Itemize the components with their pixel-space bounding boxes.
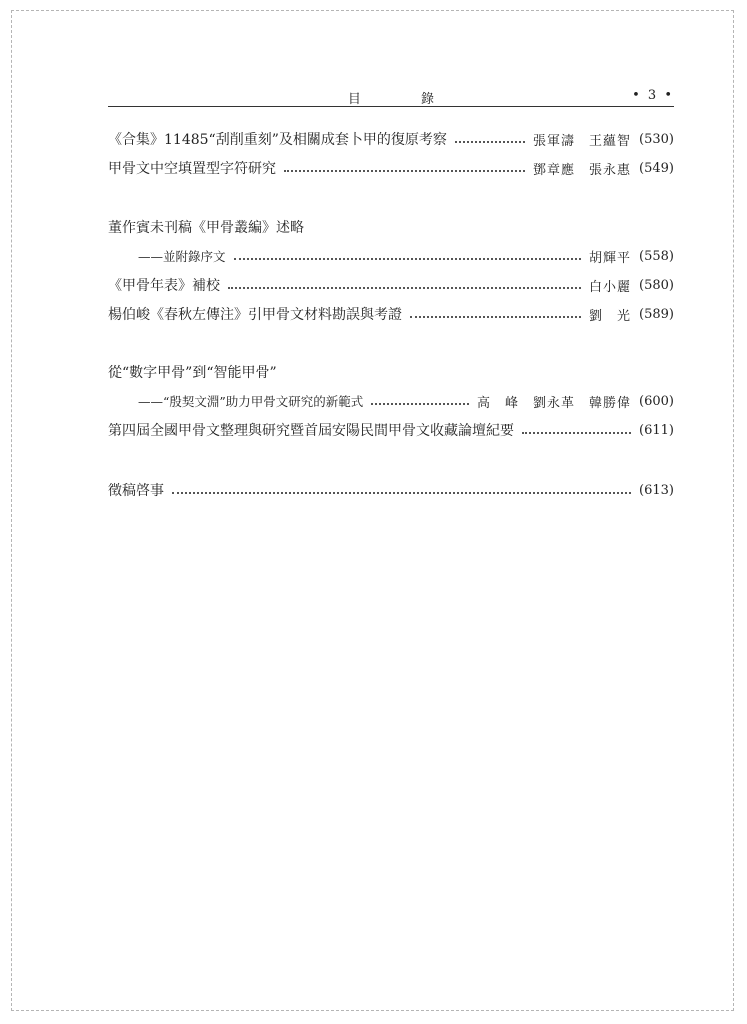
leader-dots xyxy=(284,170,525,172)
toc-entry[interactable] xyxy=(108,360,674,384)
toc-entry-page: (589) xyxy=(639,306,674,322)
toc-entry-title: 第四屆全國甲骨文整理與研究暨首屆安陽民間甲骨文收藏論壇紀要 xyxy=(108,423,514,439)
toc-entry[interactable] xyxy=(108,273,674,297)
toc-entry-title: 徵稿啓事 xyxy=(108,483,164,499)
toc-entry-authors: 劉 光 xyxy=(589,308,632,324)
leader-dots xyxy=(371,403,469,405)
toc-entry[interactable] xyxy=(108,156,674,180)
leader-dots xyxy=(172,492,631,494)
toc-entry-title: 《甲骨年表》補校 xyxy=(108,278,220,294)
toc-entry-title: ——並附錄序文 xyxy=(138,249,226,264)
header-rule xyxy=(108,106,674,107)
toc-entry[interactable] xyxy=(108,215,674,239)
toc-entry-title: 甲骨文中空填置型字符研究 xyxy=(108,161,276,177)
toc-entry-page: (611) xyxy=(639,422,674,438)
running-header xyxy=(108,86,674,106)
toc-entry-page: (613) xyxy=(639,482,674,498)
toc-entry-page: (549) xyxy=(639,160,674,176)
leader-dots xyxy=(522,432,631,434)
toc-entry-authors: 白小麗 xyxy=(589,279,632,295)
toc-entry-title: 《合集》11485“刮削重刻”及相關成套卜甲的復原考察 xyxy=(108,132,447,148)
toc-entry-page: (558) xyxy=(639,248,674,264)
leader-dots xyxy=(410,316,581,318)
toc-entry-subtitle[interactable] xyxy=(108,244,674,268)
toc-entry-title: 楊伯峻《春秋左傳注》引甲骨文材料勘誤與考證 xyxy=(108,307,402,323)
leader-dots xyxy=(234,258,582,260)
toc-entry-authors: 張軍濤 王蘊智 xyxy=(533,133,632,149)
toc-entry-authors: 胡輝平 xyxy=(589,250,632,266)
toc-entry[interactable] xyxy=(108,127,674,151)
toc-entry[interactable] xyxy=(108,418,674,442)
header-title: 目 錄 xyxy=(347,92,463,107)
toc-entry-page: (600) xyxy=(639,393,674,409)
toc-entry-authors: 高 峰 劉永革 韓勝偉 xyxy=(477,395,632,411)
toc-entry-page: (580) xyxy=(639,277,674,293)
toc-entry-title: ——“殷契文淵”助力甲骨文研究的新範式 xyxy=(138,394,364,409)
toc-entry-authors: 鄧章應 張永惠 xyxy=(533,162,632,178)
header-page-number: • 3 • xyxy=(632,88,674,103)
toc-entry-page: (530) xyxy=(639,131,674,147)
toc-entry[interactable] xyxy=(108,302,674,326)
leader-dots xyxy=(228,287,581,289)
toc-entry[interactable] xyxy=(108,478,674,502)
toc-entry-subtitle[interactable] xyxy=(108,389,674,413)
toc-entry-title: 董作賓未刊稿《甲骨叢編》述略 xyxy=(108,220,304,236)
toc-entry-title: 從“數字甲骨”到“智能甲骨” xyxy=(108,365,277,381)
leader-dots xyxy=(455,141,525,143)
